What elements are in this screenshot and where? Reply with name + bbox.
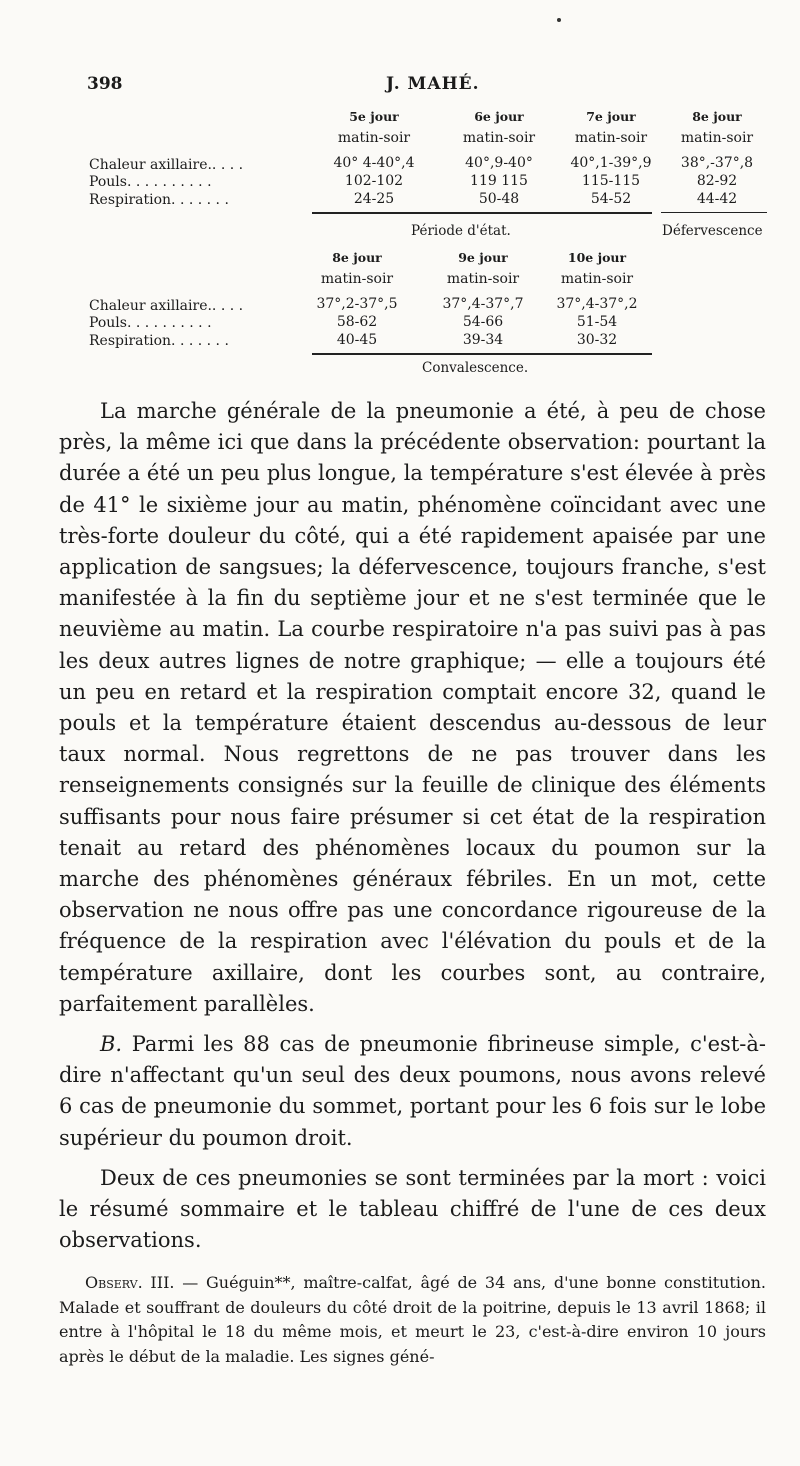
observation-text: — Guéguin**, maître-calfat, âgé de 34 ans, d'une bonne constitution. Malade et souffrant de douleurs du côté droit de la poitrine, depuis le 13 avril 1868; il entre à l'hôpital le 18 du même mois, et meurt le 23, c'est-à-dire environ 10 jours après le début de la maladie. Les signes géné- xyxy=(59,1273,766,1366)
day-title: 9e jour xyxy=(458,250,508,265)
table2-col-day8 xyxy=(292,250,422,347)
day-title: 6e jour xyxy=(474,109,524,124)
observation-label: Observ. III. xyxy=(85,1273,175,1292)
day-subtitle: matin-soir xyxy=(574,130,648,146)
cell-chaleur: 37°,2-37°,5 xyxy=(316,296,398,312)
row-label-pouls: Pouls. . . . . . . . . . xyxy=(89,315,212,331)
cell-respiration: 44-42 xyxy=(696,191,738,207)
day-subtitle: matin-soir xyxy=(560,271,634,287)
cell-chaleur: 40° 4-40°,4 xyxy=(333,155,415,171)
table1-col-day6 xyxy=(434,109,564,206)
day-subtitle: matin-soir xyxy=(446,271,520,287)
paragraph-2 xyxy=(59,1029,766,1154)
cell-respiration: 39-34 xyxy=(462,332,504,348)
day-title: 5e jour xyxy=(349,109,399,124)
period-label: Défervescence xyxy=(662,223,763,239)
cell-chaleur: 37°,4-37°,7 xyxy=(442,296,524,312)
row-label-chaleur: Chaleur axillaire.. . . . xyxy=(89,157,244,173)
cell-pouls: 58-62 xyxy=(336,314,378,330)
body-text xyxy=(59,396,766,1256)
cell-pouls: 119 115 xyxy=(470,173,528,189)
cell-pouls: 82-92 xyxy=(696,173,738,189)
period-rule xyxy=(661,212,767,213)
section-label: B. xyxy=(100,1032,123,1057)
period-label: Période d'état. xyxy=(411,223,511,239)
row-label-chaleur: Chaleur axillaire.. . . . xyxy=(89,298,244,314)
day-title: 8e jour xyxy=(692,109,742,124)
day-title: 7e jour xyxy=(586,109,636,124)
period-rule xyxy=(312,353,652,355)
running-title: J. MAHÉ. xyxy=(386,74,480,94)
day-subtitle: matin-soir xyxy=(680,130,754,146)
cell-chaleur: 38°,-37°,8 xyxy=(680,155,754,171)
table2-col-day9 xyxy=(418,250,548,347)
observation-paragraph xyxy=(59,1271,766,1369)
cell-pouls: 102-102 xyxy=(344,173,404,189)
paragraph-3: Deux de ces pneumonies se sont terminées par la mort : voici le résumé sommaire et le tableau chiffré de l'une de ces deux observations. xyxy=(59,1165,766,1253)
paragraph-2-text: Parmi les 88 cas de pneumonie fibrineuse simple, c'est-à-dire n'affectant qu'un seul des deux poumons, nous avons relevé 6 cas de pneumonie du sommet, portant pour les 6 fois sur le lobe supérieur du poumon droit. xyxy=(59,1032,766,1150)
day-subtitle: matin-soir xyxy=(462,130,536,146)
table1-col-day8 xyxy=(652,109,782,206)
cell-respiration: 24-25 xyxy=(353,191,395,207)
cell-respiration: 54-52 xyxy=(590,191,632,207)
day-subtitle: matin-soir xyxy=(337,130,411,146)
day-subtitle: matin-soir xyxy=(320,271,394,287)
day-title: 10e jour xyxy=(567,250,627,265)
observation-block xyxy=(59,1271,766,1369)
cell-chaleur: 40°,1-39°,9 xyxy=(570,155,652,171)
cell-pouls: 51-54 xyxy=(576,314,618,330)
ink-dot xyxy=(557,18,561,22)
period-label: Convalescence. xyxy=(422,360,529,376)
cell-pouls: 115-115 xyxy=(581,173,641,189)
row-label-pouls: Pouls. . . . . . . . . . xyxy=(89,174,212,190)
cell-chaleur: 37°,4-37°,2 xyxy=(556,296,638,312)
cell-respiration: 30-32 xyxy=(576,332,618,348)
cell-respiration: 40-45 xyxy=(336,332,378,348)
row-label-respiration: Respiration. . . . . . . xyxy=(89,192,229,208)
table2-col-day10 xyxy=(532,250,662,347)
cell-pouls: 54-66 xyxy=(462,314,504,330)
day-title: 8e jour xyxy=(332,250,382,265)
cell-chaleur: 40°,9-40° xyxy=(465,155,533,171)
cell-respiration: 50-48 xyxy=(478,191,520,207)
paragraph-1: La marche générale de la pneumonie a été, à peu de chose près, la même ici que dans la précédente observation: pourtant la durée a été un peu plus longue, la température s'est élevée à près de 41° le sixième jour au matin, phénomène coïncidant avec une très-forte douleur du côté, qui a été rapidement apaisée par une application de sangsues; la défervescence, toujours franche, s'est manifestée à la fin du septième jour et ne s'est terminée que le neuvième au matin. La courbe respiratoire n'a pas suivi pas à pas les deux autres lignes de notre graphique; — elle a toujours été un peu en retard et la respiration comptait encore 32, quand le pouls et la température étaient descendus au-dessous de leur taux normal. Nous regrettons de ne pas trouver dans les renseignements consignés sur la feuille de clinique des éléments suffisants pour nous faire présumer si cet état de la respiration tenait au retard des phénomènes locaux du poumon sur la marche des phénomènes généraux fébriles. En un mot, cette observation ne nous offre pas une concordance rigoureuse de la fréquence de la respiration avec l'élévation du pouls et de la température axillaire, dont les courbes sont, au contraire, parfaitement parallèles. xyxy=(59,399,766,1016)
table1-col-day5 xyxy=(309,109,439,206)
page-number: 398 xyxy=(87,74,123,94)
period-rule xyxy=(312,212,652,214)
row-label-respiration: Respiration. . . . . . . xyxy=(89,333,229,349)
